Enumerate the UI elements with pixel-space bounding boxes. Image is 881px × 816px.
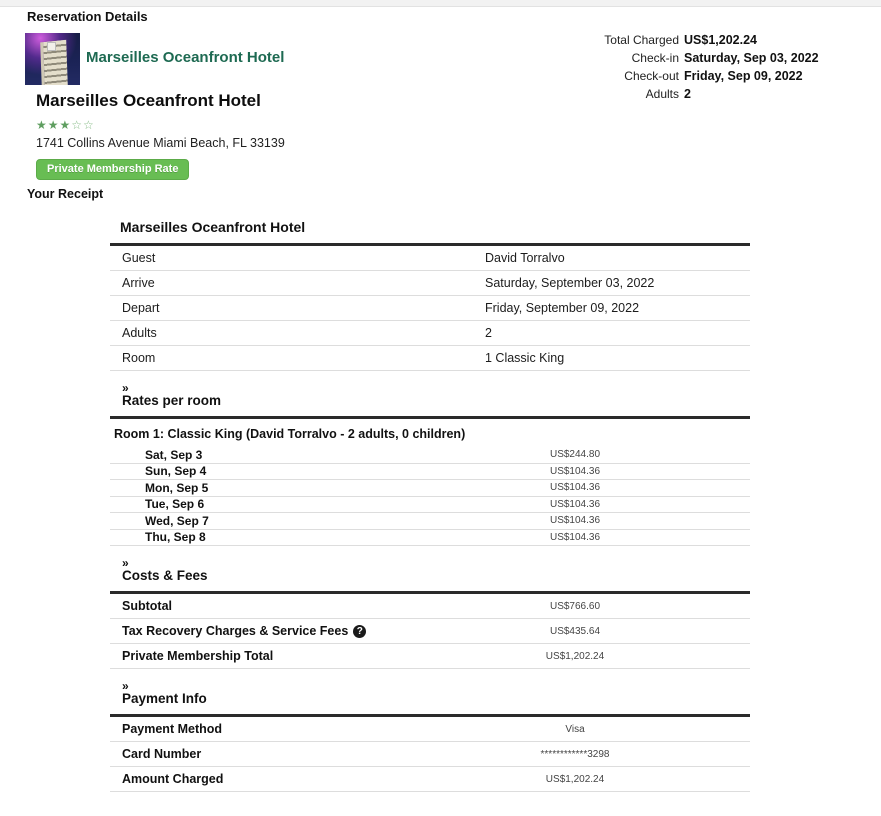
costs-fees-table	[110, 591, 750, 669]
fee-label	[110, 599, 400, 613]
rate-amount: US$104.36	[549, 482, 601, 494]
rate-row	[110, 497, 750, 514]
rate-row	[110, 513, 750, 530]
payment-label-text: Card Number	[122, 747, 202, 761]
rate-amount: US$104.36	[549, 531, 601, 543]
chevron-right-icon: »	[122, 556, 129, 570]
summary-label: Adults	[645, 87, 679, 101]
payment-section-title: Payment Info	[122, 691, 207, 706]
table-row	[110, 346, 750, 371]
star-rating	[36, 118, 95, 132]
rate-amount: US$244.80	[549, 449, 601, 461]
help-icon[interactable]	[353, 625, 366, 638]
payment-info-table	[110, 714, 750, 792]
row-value: David Torralvo	[485, 251, 565, 265]
table-row	[110, 321, 750, 346]
row-label: Depart	[122, 301, 160, 315]
fee-label-text: Subtotal	[122, 599, 172, 613]
payment-label-text: Payment Method	[122, 722, 223, 736]
costs-section-header	[110, 546, 750, 591]
rates-section-header	[110, 371, 750, 416]
row-value: Saturday, September 03, 2022	[485, 276, 655, 290]
payment-row	[110, 767, 750, 792]
chevron-right-icon: »	[122, 679, 129, 693]
payment-label	[110, 772, 400, 786]
summary-value: Saturday, Sep 03, 2022	[684, 51, 819, 65]
payment-row	[110, 717, 750, 742]
rate-amount: US$104.36	[549, 515, 601, 527]
hotel-photo-thumbnail[interactable]	[25, 33, 80, 85]
fee-row	[110, 594, 750, 619]
receipt-panel	[110, 212, 750, 792]
fee-row	[110, 619, 750, 644]
summary-label: Check-out	[624, 69, 679, 83]
payment-row	[110, 742, 750, 767]
payment-label-text: Amount Charged	[122, 772, 224, 786]
guest-info-table	[110, 243, 750, 371]
row-label: Room	[122, 351, 156, 365]
rate-day: Sun, Sep 4	[145, 464, 207, 479]
row-label: Arrive	[122, 276, 155, 290]
payment-section-header	[110, 669, 750, 714]
row-label: Guest	[122, 251, 156, 265]
summary-value: Friday, Sep 09, 2022	[684, 69, 803, 83]
receipt-hotel-header: Marseilles Oceanfront Hotel	[120, 219, 306, 235]
hotel-address: 1741 Collins Avenue Miami Beach, FL 33139	[36, 136, 285, 150]
row-label: Adults	[122, 326, 157, 340]
nightly-rates-table	[110, 447, 750, 546]
rates-section-title: Rates per room	[122, 393, 222, 408]
costs-section-title: Costs & Fees	[122, 568, 208, 583]
table-row	[110, 246, 750, 271]
summary-label: Total Charged	[604, 33, 679, 47]
summary-value: US$1,202.24	[684, 33, 757, 47]
section-divider	[110, 416, 750, 546]
hotel-name-heading: Marseilles Oceanfront Hotel	[36, 91, 261, 110]
star-empty-icons: ☆☆	[71, 118, 95, 132]
rate-day: Sat, Sep 3	[145, 447, 203, 462]
summary-label: Check-in	[631, 51, 679, 65]
star-filled-icons: ★★★	[36, 118, 72, 132]
fee-amount: US$1,202.24	[545, 650, 605, 662]
hotel-name-link[interactable]: Marseilles Oceanfront Hotel	[86, 49, 285, 66]
row-value: Friday, September 09, 2022	[485, 301, 640, 315]
table-row	[110, 296, 750, 321]
rate-row	[110, 464, 750, 481]
fee-label	[110, 649, 400, 663]
payment-value: ************3298	[540, 748, 610, 760]
payment-value: Visa	[565, 723, 585, 735]
fee-label-text: Private Membership Total	[122, 649, 274, 663]
rate-day: Thu, Sep 8	[145, 530, 206, 545]
row-value: 2	[485, 326, 492, 340]
page-title: Reservation Details	[27, 9, 148, 24]
rate-day: Wed, Sep 7	[145, 513, 209, 528]
rate-row	[110, 480, 750, 497]
rate-amount: US$104.36	[549, 465, 601, 477]
row-value: 1 Classic King	[485, 351, 565, 365]
summary-value: 2	[684, 87, 691, 101]
fee-amount: US$766.60	[549, 600, 601, 612]
hotel-sign-graphic	[47, 42, 56, 51]
private-membership-rate-badge: Private Membership Rate	[36, 159, 189, 180]
rate-day: Tue, Sep 6	[145, 497, 205, 512]
rate-row	[110, 447, 750, 464]
table-row	[110, 271, 750, 296]
reservation-summary	[541, 33, 819, 101]
payment-label	[110, 747, 400, 761]
fee-label	[110, 624, 400, 638]
top-bar	[0, 0, 881, 7]
rate-row	[110, 530, 750, 547]
room-description-line: Room 1: Classic King (David Torralvo - 2 adults, 0 children)	[114, 427, 466, 441]
your-receipt-heading: Your Receipt	[27, 187, 104, 201]
chevron-right-icon: »	[122, 381, 129, 395]
fee-row	[110, 644, 750, 669]
payment-label	[110, 722, 400, 736]
rate-amount: US$104.36	[549, 498, 601, 510]
fee-amount: US$435.64	[549, 625, 601, 637]
rate-day: Mon, Sep 5	[145, 480, 209, 495]
payment-value: US$1,202.24	[545, 773, 605, 785]
fee-label-text: Tax Recovery Charges & Service Fees	[122, 624, 349, 638]
